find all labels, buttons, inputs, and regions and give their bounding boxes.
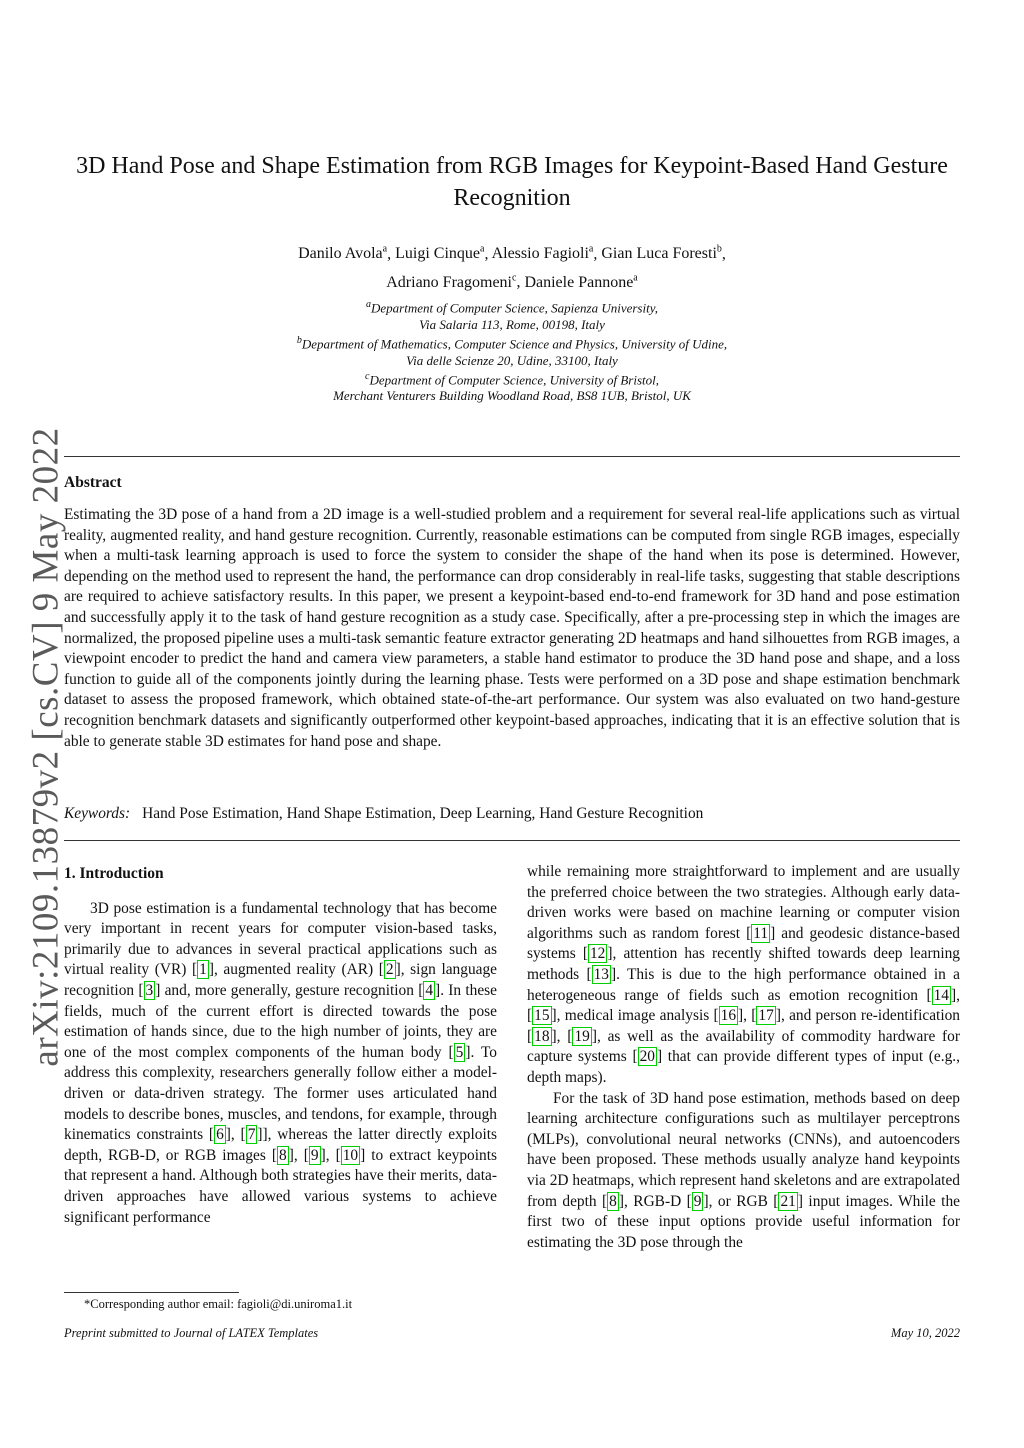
author-affiliation-mark: a	[633, 272, 638, 284]
affiliation-address: Via Salaria 113, Rome, 00198, Italy	[419, 316, 605, 332]
author: Gian Luca Foresti$^b$	[601, 244, 722, 263]
author: Danilo Avola$^a$	[298, 244, 388, 263]
keywords-label: Keywords:	[64, 805, 131, 822]
arxiv-identifier: arXiv:2109.13879v2 [cs.CV] 9 May 2022	[25, 427, 67, 1067]
affiliation-address: Merchant Venturers Building Woodland Road, BS8 1UB, Bristol, UK	[333, 388, 691, 404]
author-list: Danilo Avola$^a$, Luigi Cinque$^a$, Alessio Fagioli$^a$, Gian Luca Foresti$^b$, Adriano Fragomeni$^c$, Daniele Pannone$^a$	[298, 244, 726, 291]
citation-link[interactable]: 19	[574, 1027, 590, 1045]
paper-title: 3D Hand Pose and Shape Estimation from RGB Images for Keypoint-Based Hand Gesture Recognition	[76, 153, 948, 211]
section-heading-introduction: 1. Introduction	[64, 865, 164, 882]
author-affiliation-mark: a	[588, 244, 594, 255]
citation-link[interactable]: 4	[425, 981, 434, 999]
affiliation-mark: b	[296, 334, 302, 346]
affiliation-line: $^c$Department of Computer Science, University of Bristol,	[364, 370, 659, 388]
intro-paragraph-continued: while remaining more straightforward to implement and are usually the preferred choice between the two strategies. Although early data-driven works were based on machine learning or computer vision algorithms such as random forest [ 11 ] and geodesic distance-based systems [ 12 ], attention has recently shifted towards deep learning methods [ 13 ]. This is due to the high performance obtained in a heterogeneous range of fields such as emotion recognition [ 14 ], [ 15 ], medical image analysis [ 16 ], [ 17 ], and person re-identification [ 18 ], [ 19 ], as well as the availability of commodity hardware for capture systems [ 20 ] that can provide different types of input (e.g., depth maps).	[527, 863, 961, 1086]
citation-link[interactable]: 5	[455, 1043, 464, 1061]
right-column	[527, 862, 960, 1253]
citation-link[interactable]: 14	[933, 986, 949, 1004]
author-affiliation-mark: a	[480, 244, 485, 255]
keywords	[64, 804, 960, 824]
citation-link[interactable]: 11	[753, 924, 769, 942]
author: Luigi Cinque$^a$	[395, 244, 485, 263]
citation-link[interactable]: 16	[720, 1007, 737, 1025]
affiliation-address: Via delle Scienze 20, Udine, 33100, Italy	[406, 352, 618, 368]
affiliation-line: $^b$Department of Mathematics, Computer Science and Physics, University of Udine,	[296, 334, 728, 352]
keywords-text: Hand Pose Estimation, Hand Shape Estimation, Deep Learning, Hand Gesture Recognition	[142, 805, 704, 822]
citation-link[interactable]: 8	[609, 1192, 617, 1210]
abstract-bottom-rule	[64, 840, 960, 841]
citation-link[interactable]: 10	[342, 1146, 359, 1164]
citation-link[interactable]: 2	[385, 961, 394, 979]
abstract-text: Estimating the 3D pose of a hand from a 2D image is a well-studied problem and a requirement for several real-life applications such as virtual reality, augmented reality, and hand gesture recognition. Currently, reasonable estimations can be computed from single RGB images, especially when a multi-task learning approach is used to force the system to consider the shape of the hand when its pose is determined. However, depending on the method used to represent the hand, the performance can drop considerably in real-life tasks, suggesting that stable descriptions are required to achieve satisfactory results. In this paper, we present a keypoint-based end-to-end framework for 3D hand and pose estimation and successfully apply it to the task of hand gesture recognition as a study case. Specifically, after a pre-processing step in which the images are normalized, the proposed pipeline uses a multi-task semantic feature extractor generating 2D heatmaps and hand silhouettes from RGB images, a viewpoint encoder to predict the hand and camera view parameters, a stable hand estimator to produce the 3D hand pose and shape, and a loss function to guide all of the components jointly during the learning phase. Tests were performed on a 3D pose and shape estimation benchmark dataset to assess the proposed framework, which obtained state-of-the-art performance. Our system was also evaluated on two hand-gesture recognition benchmark datasets and significantly outperformed other keypoint-based approaches, indicating that it is an effective solution that is able to generate stable 3D estimates for hand pose and shape.	[64, 506, 960, 750]
footer-date: May 10, 2022	[890, 1326, 960, 1340]
citation-link[interactable]: 9	[310, 1146, 319, 1164]
citation-link[interactable]: 13	[593, 965, 609, 983]
author: Daniele Pannone$^a$	[524, 272, 638, 291]
affiliation-line: $^a$Department of Computer Science, Sapienza University,	[365, 299, 659, 316]
footer-journal: Preprint submitted to Journal of LATEX Templates	[64, 1326, 319, 1340]
author-affiliation-mark: b	[716, 244, 722, 255]
citation-link[interactable]: 15	[534, 1007, 550, 1025]
citation-link[interactable]: 17	[758, 1007, 774, 1025]
author: Adriano Fragomeni$^c$	[386, 272, 517, 291]
citation-link[interactable]: 1	[199, 961, 207, 979]
footnote-rule	[64, 1292, 239, 1293]
affiliation-list	[64, 297, 960, 405]
citation-link[interactable]: 8	[279, 1146, 287, 1164]
author: Alessio Fagioli$^a$	[491, 244, 594, 263]
left-column	[64, 862, 497, 1228]
citation-link[interactable]: 12	[589, 945, 606, 963]
citation-link[interactable]: 6	[216, 1126, 224, 1144]
citation-link[interactable]: 9	[693, 1192, 702, 1210]
citation-link[interactable]: 7	[247, 1126, 256, 1144]
citation-link[interactable]: 3	[145, 981, 154, 999]
affiliation-mark: a	[365, 299, 371, 310]
citation-link[interactable]: 18	[534, 1027, 550, 1045]
abstract-heading: Abstract	[64, 474, 122, 491]
affiliation-mark: c	[364, 370, 370, 382]
abstract-top-rule	[64, 456, 960, 457]
citation-link[interactable]: 20	[639, 1048, 655, 1066]
author-affiliation-mark: a	[382, 244, 388, 255]
author-affiliation-mark: c	[511, 272, 517, 284]
intro-paragraph-2: For the task of 3D hand pose estimation, methods based on deep learning architecture configurations such as multilayer perceptrons (MLPs), convolutional neural networks (CNNs), and autoencoders have been proposed. These methods usually analyze hand keypoints via 2D heatmaps, which represent hand skeletons and are extrapolated from depth [ 8 ], RGB-D [ 9 ], or RGB [ 21 ] input images. While the first two of these input options provide useful information for estimating the 3D pose through the	[527, 1089, 960, 1251]
intro-paragraph: 3D pose estimation is a fundamental technology that has become very important in recent years for computer vision-based tasks, primarily due to advances in several practical applications such as virtual reality (VR) [ 1 ], augmented reality (AR) [ 2 ], sign language recognition [ 3 ] and, more generally, gesture recognition [ 4 ]. In these fields, much of the current effort is directed towards the pose estimation of hands since, due to the high number of joints, they are one of the most complex components of the human body [ 5 ]. To address this complexity, researchers generally follow either a model-driven or data-driven strategy. The former uses articulated hand models to describe bones, muscles, and tendons, for example, through kinematics constraints [ 6 ], [ 7 ]], whereas the latter directly exploits depth, RGB-D, or RGB images [ 8 ], [ 9 ], [ 10 ] to extract keypoints that represent a hand. Although both strategies have their merits, data-driven approaches have allowed various systems to achieve significant performance	[64, 899, 498, 1226]
footnote-corresponding-author: *Corresponding author email: fagioli@di.uniroma1.it	[84, 1297, 353, 1311]
citation-link[interactable]: 21	[780, 1192, 796, 1210]
